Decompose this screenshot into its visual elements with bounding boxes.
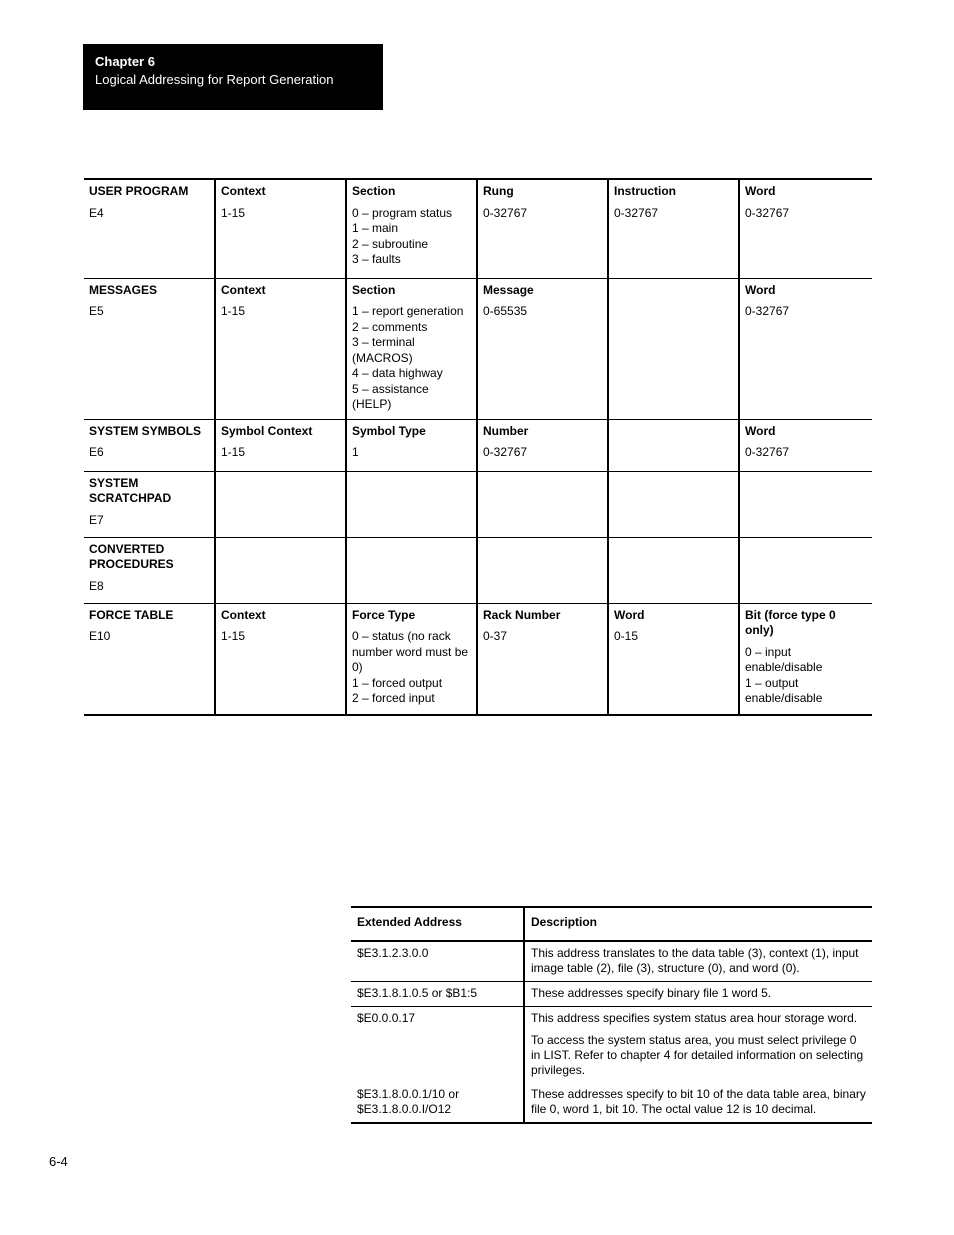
- table-cell: [477, 537, 608, 603]
- table-cell: [84, 537, 215, 603]
- table-cell: [346, 419, 477, 471]
- description-cell: [524, 982, 872, 1007]
- table-cell: [608, 278, 739, 419]
- table-cell: [739, 278, 872, 419]
- description-cell: [524, 1007, 872, 1084]
- description-paragraph: This address translates to the data table (3), context (1), input image table (2), file (3), structure (0), and word (0).: [531, 946, 859, 975]
- cell-heading: Word: [745, 184, 776, 198]
- cell-value: 0-32767: [483, 205, 528, 220]
- extended-address-cell: $E3.1.8.1.0.5 or $B1:5: [351, 982, 524, 1007]
- table-row: [84, 278, 872, 419]
- chapter-number: Chapter 6: [95, 54, 155, 69]
- table-cell: [739, 471, 872, 537]
- extended-address-examples-table: [351, 906, 872, 1124]
- cell-value: 0-32767: [745, 445, 790, 459]
- table-cell: [84, 471, 215, 537]
- cell-heading: CONVERTED PROCEDURES: [89, 541, 174, 571]
- cell-value: E7: [89, 512, 104, 527]
- cell-value: 1-15: [221, 205, 246, 220]
- cell-value: 1-15: [221, 445, 246, 459]
- table-cell: [477, 471, 608, 537]
- table-cell: [739, 537, 872, 603]
- table-cell: [84, 278, 215, 419]
- table-cell: [84, 179, 215, 278]
- table-row: [84, 537, 872, 603]
- table-row: [351, 982, 872, 1007]
- table-header-row: [351, 907, 872, 941]
- table-cell: [215, 537, 346, 603]
- cell-value: 0 – status (no rack number word must be 0) 1 – forced output 2 – forced input: [352, 629, 469, 705]
- cell-value: 0-15: [614, 629, 639, 643]
- cell-value: 0-32767: [483, 445, 528, 459]
- cell-heading: Context: [221, 282, 266, 297]
- table-row: [351, 941, 872, 982]
- cell-heading: Rack Number: [483, 607, 561, 622]
- page-number: 6-4: [49, 1154, 68, 1169]
- column-header-description: Description: [524, 907, 872, 941]
- cell-value: 0-32767: [745, 304, 790, 318]
- table-cell: [84, 419, 215, 471]
- cell-heading: USER PROGRAM: [89, 184, 189, 198]
- cell-heading: Symbol Type: [352, 423, 426, 438]
- extended-address-cell: $E3.1.2.3.0.0: [351, 941, 524, 982]
- description-paragraph: To access the system status area, you must select privilege 0 in LIST. Refer to chapter 4 for detailed information on selecting privileges.: [531, 1033, 864, 1077]
- cell-heading: Context: [221, 607, 266, 622]
- cell-heading: Bit (force type 0 only): [745, 607, 836, 637]
- description-paragraph: These addresses specify binary file 1 word 5.: [531, 986, 772, 1000]
- table-cell: [608, 603, 739, 715]
- cell-heading: Word: [745, 282, 776, 297]
- cell-heading: Instruction: [614, 184, 676, 198]
- table-cell: [346, 471, 477, 537]
- table-cell: [739, 603, 872, 715]
- table-row: [351, 1007, 872, 1084]
- cell-value: 1 – report generation 2 – comments 3 – terminal (MACROS) 4 – data highway 5 – assistance (HELP): [352, 304, 464, 411]
- table-cell: [215, 278, 346, 419]
- cell-value: 0-32767: [745, 205, 790, 220]
- table-row: [84, 603, 872, 715]
- table-row: [84, 179, 872, 278]
- cell-heading: Section: [352, 282, 396, 297]
- table-cell: [346, 278, 477, 419]
- cell-value: 0-37: [483, 629, 508, 643]
- cell-value: E8: [89, 578, 104, 593]
- chapter-header: [83, 44, 383, 110]
- table-cell: [215, 603, 346, 715]
- cell-value: 1-15: [221, 304, 246, 318]
- table-cell: [739, 419, 872, 471]
- cell-value: 1: [352, 445, 359, 459]
- cell-value: E6: [89, 445, 104, 459]
- table-cell: [608, 537, 739, 603]
- extended-address-cell: $E0.0.0.17: [357, 1011, 416, 1025]
- description-cell: [524, 1083, 872, 1123]
- cell-heading: FORCE TABLE: [89, 607, 174, 622]
- cell-value: E4: [89, 205, 104, 220]
- column-header-extended-address: Extended Address: [351, 907, 524, 941]
- table-row: [84, 471, 872, 537]
- cell-heading: SYSTEM SCRATCHPAD: [89, 475, 172, 505]
- cell-value: 0-32767: [614, 205, 659, 220]
- cell-heading: Message: [483, 282, 534, 297]
- chapter-title: Logical Addressing for Report Generation: [95, 72, 334, 87]
- cell-heading: Word: [745, 423, 776, 438]
- table-cell: [477, 419, 608, 471]
- table-cell: [608, 179, 739, 278]
- table-cell: [346, 537, 477, 603]
- cell-value: 0-65535: [483, 304, 528, 318]
- table-cell: [346, 603, 477, 715]
- cell-heading: Force Type: [352, 607, 416, 622]
- table-cell: [346, 179, 477, 278]
- table-cell: [608, 471, 739, 537]
- cell-value: 0 – program status 1 – main 2 – subroutine 3 – faults: [352, 205, 453, 266]
- cell-heading: Number: [483, 423, 529, 438]
- table-cell: [477, 603, 608, 715]
- table-cell: [739, 179, 872, 278]
- cell-heading: Symbol Context: [221, 423, 313, 438]
- extended-address-cell: $E3.1.8.0.0.1/10 or $E3.1.8.0.0.I/O12: [351, 1083, 524, 1123]
- address-format-table: [84, 178, 872, 716]
- table-cell: [215, 471, 346, 537]
- description-paragraph: This address specifies system status area hour storage word.: [531, 1011, 858, 1025]
- table-cell: [477, 278, 608, 419]
- table-row: [84, 419, 872, 471]
- cell-value: 1-15: [221, 629, 246, 643]
- cell-heading: Word: [614, 607, 645, 622]
- table-cell: [608, 419, 739, 471]
- cell-heading: MESSAGES: [89, 282, 158, 297]
- cell-heading: Context: [221, 184, 266, 198]
- table-cell: [215, 179, 346, 278]
- cell-value: E5: [89, 304, 104, 318]
- description-cell: [524, 941, 872, 982]
- cell-heading: Rung: [483, 184, 514, 198]
- table-cell: [84, 603, 215, 715]
- table-cell: [477, 179, 608, 278]
- cell-heading: Section: [352, 184, 396, 198]
- table-cell: [215, 419, 346, 471]
- cell-heading: SYSTEM SYMBOLS: [89, 423, 202, 438]
- cell-value: E10: [89, 629, 111, 643]
- cell-value: 0 – input enable/disable 1 – output enable/disable: [745, 644, 823, 705]
- description-paragraph: These addresses specify to bit 10 of the data table area, binary file 0, word 1, bit 10. The octal value 12 is 10 decimal.: [531, 1087, 866, 1116]
- table-row: [351, 1083, 872, 1123]
